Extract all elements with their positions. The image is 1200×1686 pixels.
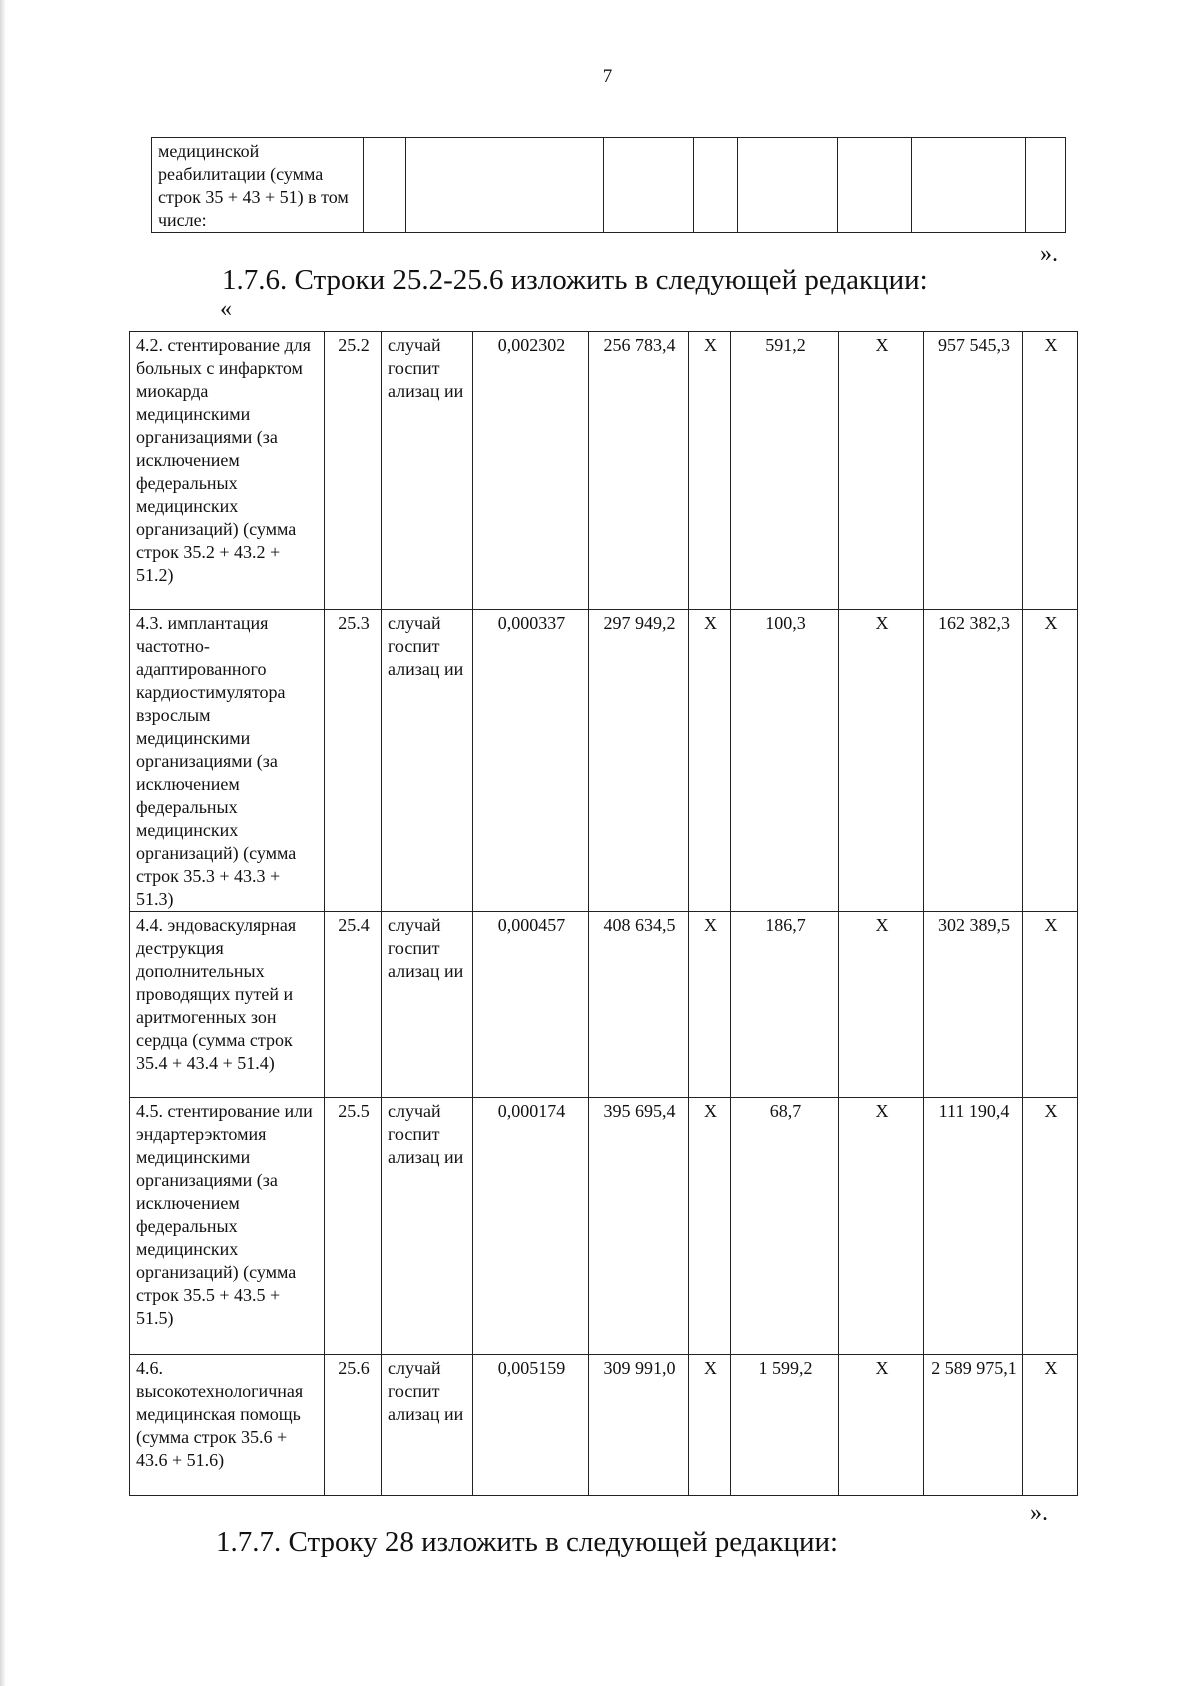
table-row — [130, 1098, 1078, 1355]
row-x-mark: X — [839, 610, 924, 912]
row-code: 25.5 — [325, 1098, 382, 1355]
row-total: 2 589 975,1 — [924, 1355, 1023, 1496]
row-name: 4.5. стентирование или эндартерэктомия медицинскими организациями (за исключением федеральных медицинских организаций) (сумма строк 35.5 + 43.5 + 51.5) — [130, 1098, 325, 1355]
row-total: 302 389,5 — [924, 912, 1023, 1098]
row-name: 4.4. эндоваскулярная деструкция дополнительных проводящих путей и аритмогенных зон сердца (сумма строк 35.4 + 43.4 + 51.4) — [130, 912, 325, 1098]
row-rate: 0,000174 — [473, 1098, 589, 1355]
row-rate: 0,000457 — [473, 912, 589, 1098]
top-table-cell — [838, 138, 912, 233]
row-x-mark: X — [689, 912, 731, 1098]
row-cost: 256 783,4 — [589, 332, 689, 610]
row-x-mark: X — [839, 1098, 924, 1355]
top-table-cell — [694, 138, 738, 233]
row-unit: случай госпит ализац ии — [382, 1098, 473, 1355]
row-value: 186,7 — [731, 912, 839, 1098]
top-table-label: медицинской реабилитации (сумма строк 35 + 43 + 51) в том числе: — [152, 138, 364, 233]
top-table-row — [152, 138, 1066, 233]
top-table-cell — [604, 138, 694, 233]
row-code: 25.3 — [325, 610, 382, 912]
row-unit: случай госпит ализац ии — [382, 332, 473, 610]
row-unit: случай госпит ализац ии — [382, 912, 473, 1098]
row-x-mark: X — [689, 332, 731, 610]
row-total: 957 545,3 — [924, 332, 1023, 610]
row-cost: 395 695,4 — [589, 1098, 689, 1355]
section-heading-1-7-6: 1.7.6. Строки 25.2-25.6 изложить в следующей редакции: — [222, 264, 928, 296]
row-name: 4.2. стентирование для больных с инфарктом миокарда медицинскими организациями (за исключением федеральных медицинских организаций) (сумма строк 35.2 + 43.2 + 51.2) — [130, 332, 325, 610]
table-row — [130, 332, 1078, 610]
row-unit: случай госпит ализац ии — [382, 1355, 473, 1496]
row-code: 25.2 — [325, 332, 382, 610]
row-total: 162 382,3 — [924, 610, 1023, 912]
row-x-mark: X — [1023, 1355, 1078, 1496]
top-table-cell — [912, 138, 1026, 233]
row-x-mark: X — [839, 332, 924, 610]
row-code: 25.6 — [325, 1355, 382, 1496]
closing-quote: ». — [1030, 1500, 1048, 1526]
row-total: 111 190,4 — [924, 1098, 1023, 1355]
row-cost: 408 634,5 — [589, 912, 689, 1098]
top-table-cell — [738, 138, 838, 233]
row-value: 68,7 — [731, 1098, 839, 1355]
row-x-mark: X — [689, 1355, 731, 1496]
row-x-mark: X — [689, 1098, 731, 1355]
row-value: 1 599,2 — [731, 1355, 839, 1496]
row-name: 4.6. высокотехнологичная медицинская помощь (сумма строк 35.6 + 43.6 + 51.6) — [130, 1355, 325, 1496]
row-x-mark: X — [839, 912, 924, 1098]
amendment-table — [129, 331, 1078, 1496]
row-rate: 0,002302 — [473, 332, 589, 610]
page-number: 7 — [602, 66, 613, 87]
top-table — [151, 137, 1066, 233]
opening-quote: « — [220, 296, 232, 322]
table-row — [130, 912, 1078, 1098]
row-cost: 297 949,2 — [589, 610, 689, 912]
top-table-cell — [1026, 138, 1066, 233]
top-table-cell — [406, 138, 604, 233]
row-x-mark: X — [1023, 912, 1078, 1098]
section-heading-1-7-7: 1.7.7. Строку 28 изложить в следующей редакции: — [216, 1526, 839, 1558]
row-x-mark: X — [839, 1355, 924, 1496]
row-x-mark: X — [1023, 610, 1078, 912]
row-x-mark: X — [1023, 332, 1078, 610]
table-row — [130, 1355, 1078, 1496]
row-value: 100,3 — [731, 610, 839, 912]
row-value: 591,2 — [731, 332, 839, 610]
row-x-mark: X — [1023, 1098, 1078, 1355]
row-x-mark: X — [689, 610, 731, 912]
row-unit: случай госпит ализац ии — [382, 610, 473, 912]
closing-quote: ». — [1040, 241, 1058, 267]
row-code: 25.4 — [325, 912, 382, 1098]
row-rate: 0,005159 — [473, 1355, 589, 1496]
scan-edge — [0, 0, 6, 1686]
top-table-cell — [364, 138, 406, 233]
row-name: 4.3. имплантация частотно-адаптированного кардиостимулятора взрослым медицинскими организациями (за исключением федеральных медицинских организаций) (сумма строк 35.3 + 43.3 + 51.3) — [130, 610, 325, 912]
table-row — [130, 610, 1078, 912]
row-cost: 309 991,0 — [589, 1355, 689, 1496]
row-rate: 0,000337 — [473, 610, 589, 912]
